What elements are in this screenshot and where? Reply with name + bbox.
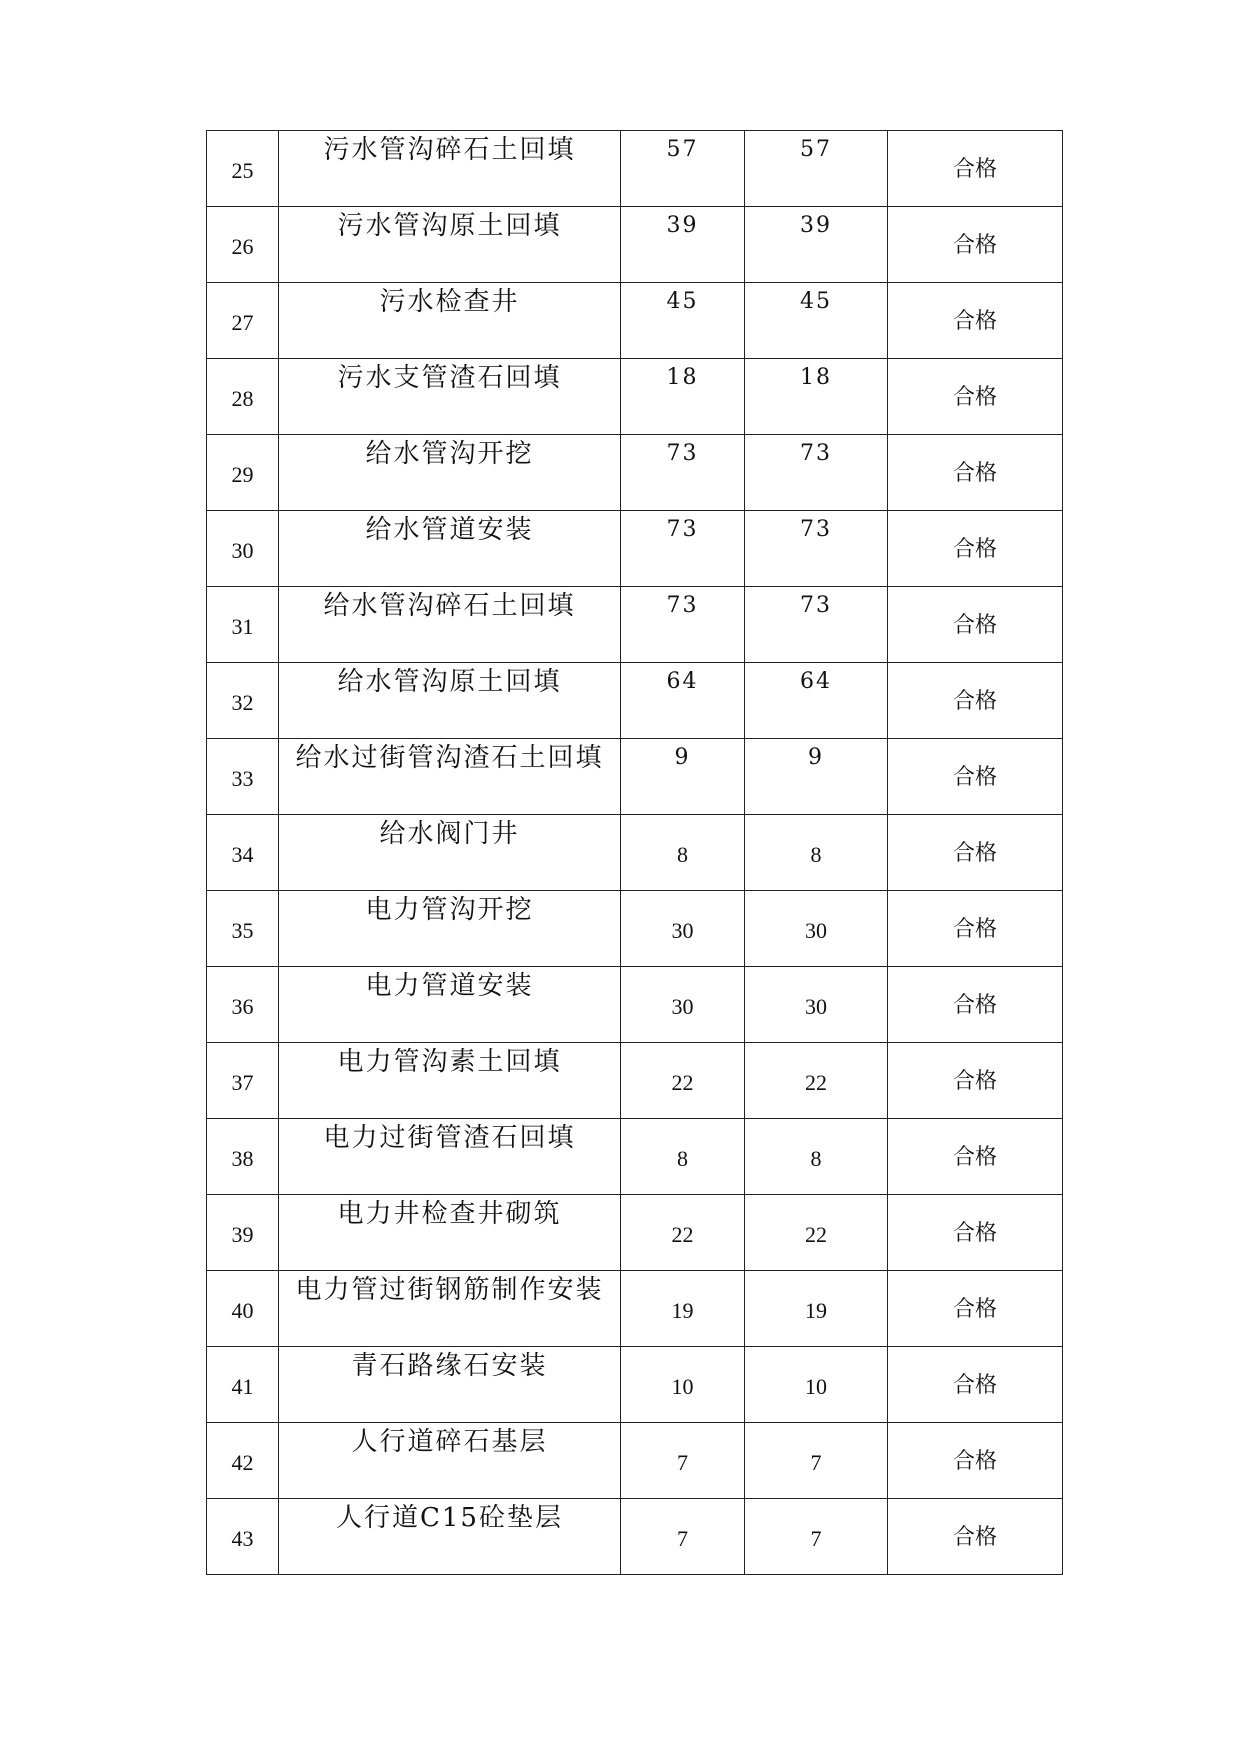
quantity-b: 7: [810, 1526, 822, 1551]
result-label: 合格: [952, 385, 997, 410]
row-number-cell: [207, 1119, 279, 1195]
item-name-cell: [279, 1271, 621, 1347]
quantity-a-cell: [621, 511, 745, 587]
quantity-b: 8: [810, 842, 822, 867]
quantity-a-cell: [621, 815, 745, 891]
quantity-a: 7: [677, 1526, 688, 1551]
row-number-cell: [207, 359, 279, 435]
result-label-cell: [888, 1043, 1063, 1119]
quantity-b-cell: [745, 1119, 888, 1195]
row-number-cell: [207, 1195, 279, 1271]
result-label-cell: [888, 663, 1063, 739]
table-row: [207, 131, 1063, 207]
item-name-cell: [279, 663, 621, 739]
quantity-a-cell: [621, 131, 745, 207]
quantity-b-cell: [745, 1499, 888, 1575]
result-label-cell: [888, 1423, 1063, 1499]
quantity-a-cell: [621, 1499, 745, 1575]
result-label: 合格: [952, 1449, 997, 1474]
item-name: 给水阀门井: [379, 819, 520, 849]
row-number: 39: [231, 1222, 254, 1247]
row-number: 40: [231, 1298, 254, 1323]
quantity-b: 73: [800, 441, 832, 466]
row-number: 30: [231, 538, 254, 563]
quantity-b: 10: [805, 1374, 827, 1399]
quantity-b: 30: [805, 994, 827, 1019]
row-number-cell: [207, 1423, 279, 1499]
result-label-cell: [888, 739, 1063, 815]
result-label-cell: [888, 1271, 1063, 1347]
result-label: 合格: [952, 993, 997, 1018]
table-row: [207, 1195, 1063, 1271]
quantity-a: 73: [666, 517, 699, 542]
quantity-b-cell: [745, 1271, 888, 1347]
quantity-b: 57: [800, 137, 832, 162]
row-number: 42: [231, 1450, 254, 1475]
row-number: 41: [231, 1374, 254, 1399]
item-name: 青石路缘石安装: [351, 1351, 548, 1381]
item-name: 给水管沟开挖: [365, 439, 534, 469]
quantity-a: 30: [671, 918, 694, 943]
result-label: 合格: [952, 917, 997, 942]
result-label: 合格: [952, 765, 997, 790]
quantity-b: 8: [810, 1146, 822, 1171]
table-row: [207, 435, 1063, 511]
row-number: 29: [231, 462, 254, 487]
table-row: [207, 739, 1063, 815]
quantity-a-cell: [621, 739, 745, 815]
quantity-b: 73: [800, 593, 832, 618]
result-label: 合格: [952, 1525, 997, 1550]
table-row: [207, 967, 1063, 1043]
quantity-b-cell: [745, 1195, 888, 1271]
quantity-a-cell: [621, 1043, 745, 1119]
item-name-cell: [279, 967, 621, 1043]
result-label: 合格: [952, 1373, 997, 1398]
quantity-a-cell: [621, 1347, 745, 1423]
row-number: 36: [231, 994, 254, 1019]
quantity-a-cell: [621, 891, 745, 967]
item-name: 电力管过街钢筋制作安装: [295, 1275, 604, 1305]
table-row: [207, 207, 1063, 283]
item-name-cell: [279, 587, 621, 663]
row-number-cell: [207, 1043, 279, 1119]
quantity-a: 73: [666, 441, 699, 466]
table-row: [207, 1347, 1063, 1423]
item-name-cell: [279, 1119, 621, 1195]
item-name: 人行道C15砼垫层: [336, 1503, 563, 1533]
result-label-cell: [888, 967, 1063, 1043]
item-name: 给水管沟碎石土回填: [323, 591, 576, 621]
quantity-b-cell: [745, 1043, 888, 1119]
row-number: 33: [231, 766, 254, 791]
quantity-b: 7: [810, 1450, 822, 1475]
result-label-cell: [888, 435, 1063, 511]
quantity-b: 19: [805, 1298, 827, 1323]
inspection-table: [206, 130, 1063, 1575]
item-name: 电力过街管渣石回填: [323, 1123, 576, 1153]
quantity-b: 22: [805, 1070, 827, 1095]
quantity-b: 39: [800, 213, 832, 238]
result-label-cell: [888, 815, 1063, 891]
row-number-cell: [207, 587, 279, 663]
quantity-a: 45: [666, 289, 699, 314]
result-label: 合格: [952, 613, 997, 638]
table-row: [207, 587, 1063, 663]
quantity-b-cell: [745, 1423, 888, 1499]
row-number: 28: [231, 386, 254, 411]
row-number-cell: [207, 1347, 279, 1423]
item-name-cell: [279, 739, 621, 815]
item-name: 污水管沟原土回填: [337, 211, 562, 241]
quantity-a: 30: [671, 994, 694, 1019]
item-name: 人行道碎石基层: [351, 1427, 548, 1457]
item-name-cell: [279, 891, 621, 967]
result-label-cell: [888, 587, 1063, 663]
row-number: 26: [231, 234, 254, 259]
item-name-cell: [279, 1195, 621, 1271]
item-name: 污水检查井: [379, 287, 520, 317]
quantity-a-cell: [621, 967, 745, 1043]
table-row: [207, 359, 1063, 435]
result-label: 合格: [952, 233, 997, 258]
quantity-b-cell: [745, 967, 888, 1043]
quantity-a: 22: [671, 1222, 694, 1247]
quantity-b: 64: [800, 669, 832, 694]
quantity-b-cell: [745, 1347, 888, 1423]
table-row: [207, 891, 1063, 967]
quantity-a: 9: [674, 745, 691, 770]
item-name-cell: [279, 359, 621, 435]
table-row: [207, 663, 1063, 739]
row-number-cell: [207, 435, 279, 511]
item-name-cell: [279, 283, 621, 359]
result-label: 合格: [952, 461, 997, 486]
row-number-cell: [207, 967, 279, 1043]
quantity-b: 22: [805, 1222, 827, 1247]
quantity-a: 7: [677, 1450, 688, 1475]
row-number-cell: [207, 1271, 279, 1347]
result-label-cell: [888, 1119, 1063, 1195]
table-row: [207, 283, 1063, 359]
quantity-b-cell: [745, 207, 888, 283]
item-name: 电力管沟素土回填: [337, 1047, 562, 1077]
row-number-cell: [207, 891, 279, 967]
quantity-b-cell: [745, 815, 888, 891]
quantity-a-cell: [621, 1423, 745, 1499]
item-name-cell: [279, 1043, 621, 1119]
quantity-b-cell: [745, 435, 888, 511]
result-label: 合格: [952, 309, 997, 334]
row-number-cell: [207, 815, 279, 891]
quantity-a-cell: [621, 207, 745, 283]
row-number: 32: [231, 690, 254, 715]
result-label-cell: [888, 511, 1063, 587]
row-number: 27: [231, 310, 254, 335]
item-name-cell: [279, 815, 621, 891]
result-label: 合格: [952, 1069, 997, 1094]
quantity-b: 73: [800, 517, 832, 542]
quantity-b-cell: [745, 663, 888, 739]
item-name: 给水管沟原土回填: [337, 667, 562, 697]
table-row: [207, 1119, 1063, 1195]
result-label: 合格: [952, 1221, 997, 1246]
row-number: 34: [231, 842, 254, 867]
quantity-a: 64: [666, 669, 699, 694]
result-label-cell: [888, 891, 1063, 967]
quantity-a-cell: [621, 1271, 745, 1347]
quantity-a-cell: [621, 587, 745, 663]
table-row: [207, 1423, 1063, 1499]
quantity-a: 22: [671, 1070, 694, 1095]
result-label: 合格: [952, 689, 997, 714]
table-row: [207, 511, 1063, 587]
item-name-cell: [279, 1347, 621, 1423]
row-number-cell: [207, 739, 279, 815]
table-row: [207, 1499, 1063, 1575]
result-label: 合格: [952, 157, 997, 182]
quantity-a: 18: [666, 365, 699, 390]
result-label: 合格: [952, 1145, 997, 1170]
result-label-cell: [888, 1195, 1063, 1271]
row-number-cell: [207, 207, 279, 283]
item-name: 给水管道安装: [365, 515, 534, 545]
item-name: 电力管沟开挖: [365, 895, 534, 925]
row-number-cell: [207, 283, 279, 359]
quantity-a-cell: [621, 435, 745, 511]
quantity-b-cell: [745, 131, 888, 207]
table-row: [207, 1043, 1063, 1119]
row-number: 35: [231, 918, 254, 943]
quantity-a: 8: [677, 1146, 688, 1171]
quantity-a-cell: [621, 1195, 745, 1271]
quantity-b-cell: [745, 359, 888, 435]
result-label-cell: [888, 359, 1063, 435]
row-number: 25: [231, 158, 254, 183]
table-row: [207, 815, 1063, 891]
quantity-b: 18: [800, 365, 832, 390]
result-label: 合格: [952, 841, 997, 866]
row-number: 37: [231, 1070, 254, 1095]
quantity-b: 45: [800, 289, 832, 314]
item-name: 污水支管渣石回填: [337, 363, 562, 393]
item-name: 电力管道安装: [365, 971, 534, 1001]
item-name-cell: [279, 435, 621, 511]
quantity-a-cell: [621, 1119, 745, 1195]
quantity-b-cell: [745, 283, 888, 359]
result-label: 合格: [952, 1297, 997, 1322]
table-body: [207, 131, 1063, 1575]
item-name: 污水管沟碎石土回填: [323, 135, 576, 165]
result-label: 合格: [952, 537, 997, 562]
row-number: 31: [231, 614, 254, 639]
item-name: 给水过街管沟渣石土回填: [295, 743, 604, 773]
quantity-a: 73: [666, 593, 699, 618]
result-label-cell: [888, 131, 1063, 207]
quantity-a: 39: [666, 213, 699, 238]
row-number-cell: [207, 663, 279, 739]
quantity-b: 30: [805, 918, 827, 943]
item-name-cell: [279, 131, 621, 207]
quantity-b-cell: [745, 587, 888, 663]
item-name-cell: [279, 1423, 621, 1499]
quantity-b-cell: [745, 511, 888, 587]
quantity-a-cell: [621, 283, 745, 359]
quantity-a-cell: [621, 359, 745, 435]
quantity-b-cell: [745, 891, 888, 967]
quantity-a: 57: [666, 137, 699, 162]
quantity-b: 9: [808, 745, 824, 770]
item-name-cell: [279, 511, 621, 587]
row-number-cell: [207, 511, 279, 587]
quantity-a: 10: [671, 1374, 694, 1399]
quantity-b-cell: [745, 739, 888, 815]
row-number: 38: [231, 1146, 254, 1171]
result-label-cell: [888, 283, 1063, 359]
item-name-cell: [279, 1499, 621, 1575]
table-row: [207, 1271, 1063, 1347]
row-number-cell: [207, 1499, 279, 1575]
result-label-cell: [888, 207, 1063, 283]
result-label-cell: [888, 1347, 1063, 1423]
quantity-a-cell: [621, 663, 745, 739]
result-label-cell: [888, 1499, 1063, 1575]
row-number: 43: [231, 1526, 254, 1551]
quantity-a: 8: [677, 842, 688, 867]
item-name-cell: [279, 207, 621, 283]
item-name: 电力井检查井砌筑: [337, 1199, 562, 1229]
quantity-a: 19: [671, 1298, 694, 1323]
row-number-cell: [207, 131, 279, 207]
